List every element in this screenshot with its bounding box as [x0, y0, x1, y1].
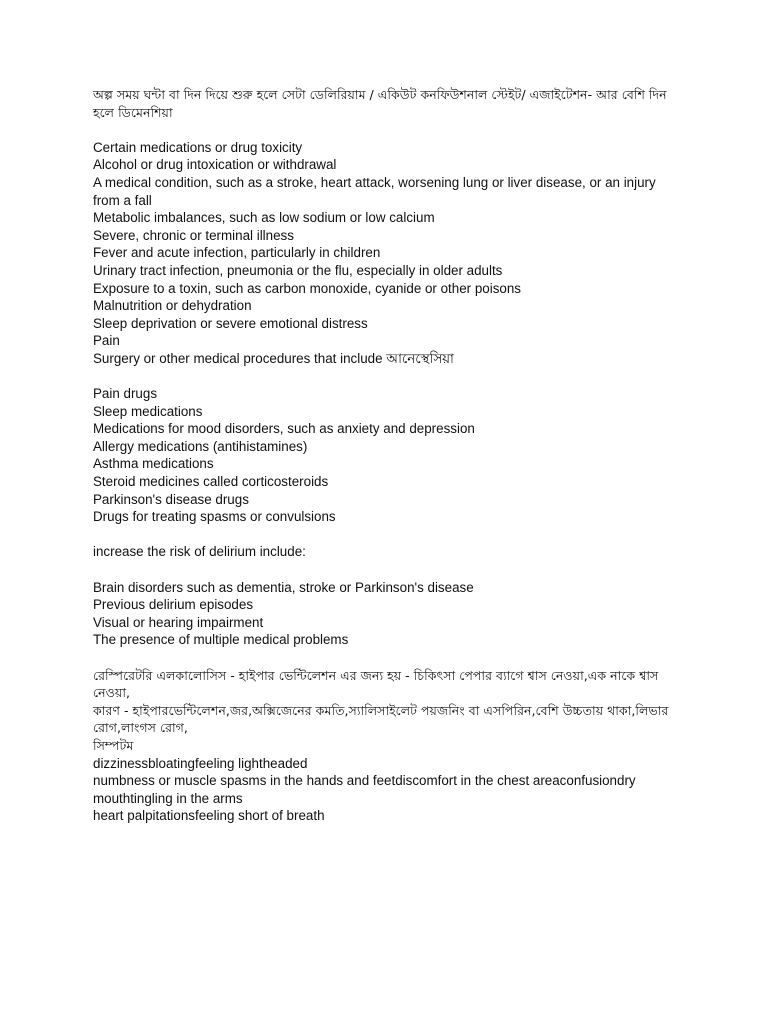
- list-item: Urinary tract infection, pneumonia or the flu, especially in older adults: [93, 262, 503, 278]
- list-item: Medications for mood disorders, such as anxiety and depression: [93, 421, 475, 437]
- spacer: [93, 649, 673, 667]
- list-item: Certain medications or drug toxicity: [93, 139, 303, 155]
- list-item: Sleep deprivation or severe emotional distress: [93, 315, 368, 331]
- causes-list: [93, 139, 673, 368]
- spacer: [93, 526, 673, 544]
- list-item: Surgery or other medical procedures that include আনেস্থেসিয়া: [93, 350, 454, 366]
- intro-paragraph: অল্প সময় ঘন্টা বা দিন দিয়ে শুরু হলে সেটা ডেলিরিয়াম / একিউট কনফিউশনাল স্টেইট/ এজাইটেশন- আর বেশি দিন হলে ডিমেনশিয়া: [93, 87, 667, 120]
- risk-heading: increase the risk of delirium include:: [93, 544, 306, 560]
- list-item: The presence of multiple medical problems: [93, 632, 349, 648]
- list-item: Parkinson's disease drugs: [93, 491, 249, 507]
- list-item: Steroid medicines called corticosteroids: [93, 474, 329, 490]
- document-page: [93, 86, 673, 825]
- list-item: Drugs for treating spasms or convulsions: [93, 509, 336, 525]
- list-item: Pain drugs: [93, 386, 158, 402]
- list-item: Asthma medications: [93, 456, 214, 472]
- list-item: Sleep medications: [93, 403, 203, 419]
- list-item: Malnutrition or dehydration: [93, 298, 252, 314]
- spacer: [93, 561, 673, 579]
- list-item: Visual or hearing impairment: [93, 614, 264, 630]
- symptom-line: dizzinessbloatingfeeling lightheaded: [93, 755, 308, 771]
- list-item: Alcohol or drug intoxication or withdrawal: [93, 157, 337, 173]
- list-item: Allergy medications (antihistamines): [93, 438, 308, 454]
- list-item: Metabolic imbalances, such as low sodium or low calcium: [93, 210, 435, 226]
- list-item: Exposure to a toxin, such as carbon monoxide, cyanide or other poisons: [93, 280, 522, 296]
- list-item: Previous delirium episodes: [93, 597, 254, 613]
- alkalosis-section: [93, 667, 673, 825]
- spacer: [93, 121, 673, 139]
- list-item: A medical condition, such as a stroke, heart attack, worsening lung or liver disease, or an injury from a fall: [93, 174, 656, 208]
- alkalosis-cause: কারণ - হাইপারভেন্টিলেশন,জর,অক্সিজেনের কমতি,স্যালিসাইলেট পয়জনিং বা এসপিরিন,বেশি উচ্চতায় থাকা,লিভার রোগ,লাংগস রোগ,: [93, 702, 669, 736]
- symptom-line: heart palpitationsfeeling short of breath: [93, 808, 325, 824]
- symptom-line: numbness or muscle spasms in the hands and feetdiscomfort in the chest areaconfusiondry mouthtingling in the arms: [93, 773, 636, 806]
- risk-list: [93, 579, 673, 649]
- spacer: [93, 368, 673, 386]
- list-item: Pain: [93, 333, 120, 349]
- drugs-list: [93, 385, 673, 526]
- symptom-heading: সিম্পটম: [93, 737, 134, 753]
- list-item: Severe, chronic or terminal illness: [93, 227, 294, 243]
- list-item: Fever and acute infection, particularly in children: [93, 245, 381, 261]
- alkalosis-intro: রেস্পিরেটরি এলকালোসিস - হাইপার ভেন্টিলেশন এর জন্য হয় - চিকিৎসা পেপার ব্যাগে শ্বাস নেওয়া,এক নাকে শ্বাস নেওয়া,: [93, 667, 659, 701]
- list-item: Brain disorders such as dementia, stroke or Parkinson's disease: [93, 579, 474, 595]
